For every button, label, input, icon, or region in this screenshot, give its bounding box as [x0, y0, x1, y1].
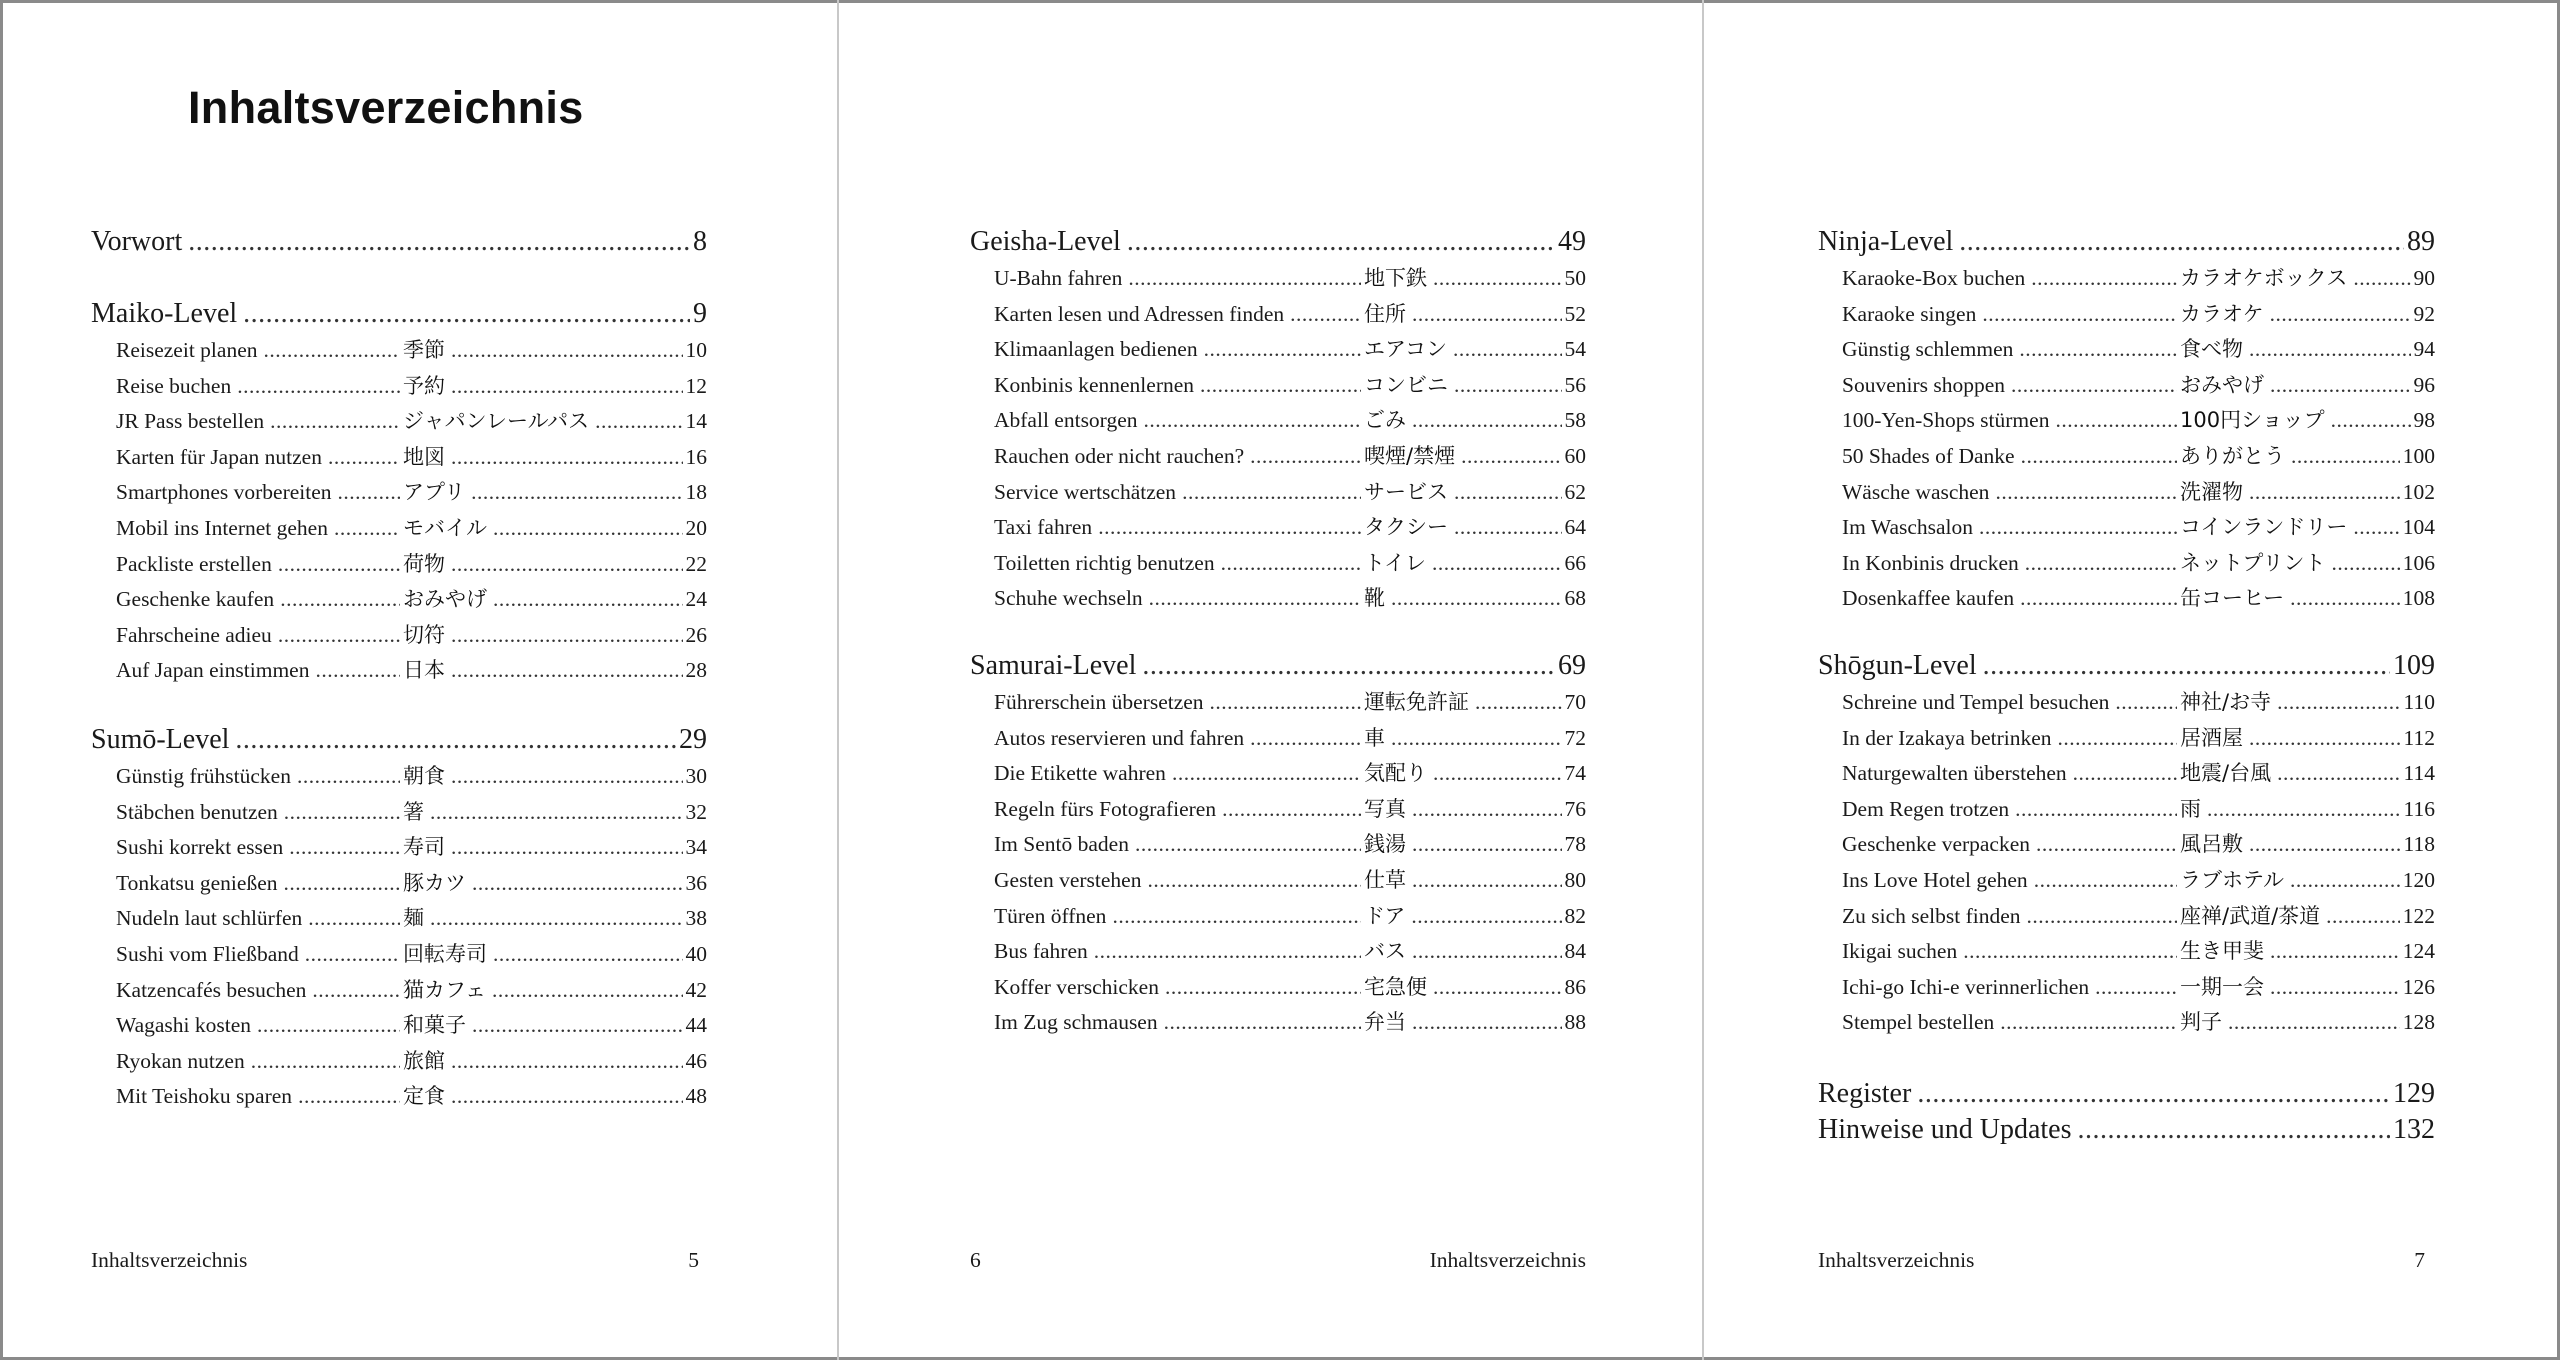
entry-japanese: 箸 — [403, 799, 424, 824]
entry-title: Dosenkaffee kaufen — [1842, 586, 2015, 611]
entry-japanese: 神社/お寺 — [2180, 690, 2272, 714]
toc-entry[interactable] — [1842, 686, 2435, 722]
page-number: 89 — [2407, 226, 2435, 257]
entry-title: Im Sentō baden — [994, 832, 1129, 857]
entry-title: Ins Love Hotel gehen — [1842, 868, 2028, 892]
entry-title: Reise buchen — [116, 373, 232, 398]
entry-title: Tonkatsu genießen — [116, 870, 278, 895]
entry-japanese: 銭湯 — [1364, 832, 1406, 857]
page-number: 94 — [2413, 337, 2435, 362]
dot-leader — [2249, 832, 2401, 857]
page-number: 128 — [2402, 1010, 2435, 1035]
entry-title: Stäbchen benutzen — [116, 799, 278, 824]
entry-japanese: 麺 — [403, 906, 424, 931]
entry-japanese: 朝食 — [403, 764, 445, 788]
page-number: 22 — [685, 551, 707, 576]
entry-japanese: モバイル — [403, 516, 487, 540]
dot-leader — [2331, 408, 2411, 433]
page-number: 126 — [2402, 974, 2435, 999]
entry-title: In der Izakaya betrinken — [1842, 725, 2052, 750]
page-number: 58 — [1564, 408, 1586, 433]
entry-title: Regeln fürs Fotografieren — [994, 796, 1217, 821]
entry-left — [1842, 939, 2180, 964]
entry-title: Reisezeit planen — [116, 338, 258, 362]
page-number: 40 — [685, 942, 707, 966]
entry-japanese: 生き甲斐 — [2180, 939, 2264, 964]
page-number: 90 — [2413, 266, 2435, 290]
page-number: 110 — [2403, 690, 2435, 714]
dot-leader — [2000, 1010, 2177, 1035]
page-number: 36 — [685, 870, 707, 895]
toc-entry[interactable] — [1842, 511, 2435, 547]
dot-leader — [2036, 832, 2177, 857]
entry-japanese: 回転寿司 — [403, 942, 487, 966]
dot-leader — [1979, 515, 2177, 540]
entry-japanese: 季節 — [403, 338, 445, 362]
entry-title: Karaoke-Box buchen — [1842, 266, 2026, 290]
toc-entry[interactable] — [1842, 722, 2435, 758]
entry-title: Wäsche waschen — [1842, 479, 1990, 504]
dot-leader — [1995, 480, 2177, 505]
page-number: 112 — [2403, 725, 2435, 750]
page-number: 104 — [2402, 515, 2435, 540]
entry-japanese: 車 — [1364, 725, 1385, 750]
page-number: 62 — [1564, 479, 1586, 504]
entry-japanese: 住所 — [1364, 301, 1406, 326]
entry-japanese: 居酒屋 — [2180, 725, 2243, 750]
entry-japanese: 食べ物 — [2180, 337, 2243, 362]
page-number: 10 — [685, 338, 707, 362]
section-title: Vorwort — [91, 226, 183, 257]
entry-title: Geschenke kaufen — [116, 587, 275, 612]
dot-leader — [2291, 444, 2400, 469]
page-number: 20 — [685, 516, 707, 540]
entry-title: Karten für Japan nutzen — [116, 444, 322, 469]
entry-title: Karaoke singen — [1842, 301, 1977, 326]
toc-entry[interactable] — [1842, 547, 2435, 583]
section-title: Sumō-Level — [91, 724, 230, 755]
page-number: 29 — [679, 724, 707, 755]
entry-left — [1842, 373, 2180, 398]
entry-japanese: アプリ — [403, 480, 466, 505]
dot-leader — [2249, 337, 2411, 362]
entry-title: Mobil ins Internet gehen — [116, 516, 328, 540]
page-number: 84 — [1564, 939, 1586, 964]
entry-japanese: 地図 — [403, 444, 445, 469]
entry-title: Packliste erstellen — [116, 551, 272, 576]
entry-left — [1842, 868, 2180, 893]
entry-japanese: 雨 — [2180, 796, 2201, 821]
entry-title: Günstig schlemmen — [1842, 337, 2014, 362]
entry-left — [1842, 690, 2180, 715]
page-number: 100 — [2402, 444, 2435, 468]
dot-leader — [1917, 1078, 2390, 1110]
page-number: 129 — [2393, 1078, 2435, 1109]
entry-left — [1842, 797, 2180, 822]
toc-entry[interactable] — [1842, 333, 2435, 369]
page-number: 80 — [1564, 868, 1586, 892]
toc-entry[interactable] — [1842, 369, 2435, 405]
entry-japanese: 写真 — [1364, 796, 1406, 821]
entry-japanese: ラブホテル — [2180, 868, 2284, 892]
dot-leader — [2115, 690, 2177, 715]
toc-entry[interactable] — [1842, 1006, 2435, 1042]
entry-japanese: 運転免許証 — [1364, 690, 1469, 714]
dot-leader — [2027, 904, 2177, 929]
page-number: 34 — [685, 835, 707, 860]
entry-japanese: 100円ショップ — [2180, 408, 2325, 433]
entry-left — [1842, 586, 2180, 611]
dot-leader — [2228, 1010, 2400, 1035]
entry-japanese: 仕草 — [1364, 868, 1406, 892]
dot-leader — [2277, 690, 2400, 715]
entry-title: Abfall entsorgen — [994, 408, 1138, 433]
entry-left — [1842, 975, 2180, 1000]
dot-leader — [2020, 586, 2177, 611]
page-number: 32 — [685, 799, 707, 824]
entry-title: Naturgewalten überstehen — [1842, 761, 2067, 786]
entry-japanese: 判子 — [2180, 1010, 2222, 1035]
section-title: Maiko-Level — [91, 298, 238, 329]
entry-title: Taxi fahren — [994, 515, 1093, 540]
dot-leader — [2021, 444, 2177, 469]
page-number: 114 — [2403, 761, 2435, 786]
page-number: 56 — [1564, 372, 1586, 397]
dot-leader — [2011, 373, 2177, 398]
entry-title: Konbinis kennenlernen — [994, 372, 1195, 397]
entry-title: U-Bahn fahren — [994, 266, 1123, 290]
toc-entry[interactable] — [1842, 793, 2435, 829]
page-number: 92 — [2413, 301, 2435, 326]
entry-japanese: タクシー — [1364, 515, 1448, 540]
page-number: 26 — [685, 622, 707, 647]
entry-left — [1842, 726, 2180, 751]
section-title: Hinweise und Updates — [1818, 1114, 2072, 1145]
page-title: Inhaltsverzeichnis — [188, 82, 584, 133]
entry-japanese: おみやげ — [403, 587, 487, 612]
entry-title: Führerschein übersetzen — [994, 690, 1204, 714]
entry-left — [1842, 515, 2180, 540]
dot-leader — [2095, 975, 2177, 1000]
entry-title: Günstig frühstücken — [116, 764, 291, 788]
dot-leader — [2015, 797, 2177, 822]
toc-section-entry[interactable] — [1818, 226, 2435, 262]
dot-leader — [2031, 266, 2177, 291]
page-number: 16 — [685, 444, 707, 469]
entry-title: Sushi korrekt essen — [116, 835, 284, 860]
entry-japanese: 日本 — [403, 658, 445, 683]
page-number: 68 — [1564, 586, 1586, 611]
page-number: 72 — [1564, 725, 1586, 750]
page-number: 38 — [685, 906, 707, 931]
page-number: 24 — [685, 587, 707, 612]
toc-entry[interactable] — [1842, 262, 2435, 298]
toc-entry[interactable] — [1842, 935, 2435, 971]
entry-title: Gesten verstehen — [994, 868, 1142, 892]
entry-japanese: 荷物 — [403, 551, 445, 576]
entry-title: Smartphones vorbereiten — [116, 480, 332, 505]
entry-left — [1842, 761, 2180, 786]
entry-japanese: 旅館 — [403, 1048, 445, 1073]
page-number: 102 — [2402, 479, 2435, 504]
entry-title: Stempel bestellen — [1842, 1010, 1995, 1035]
section-title: Shōgun-Level — [1818, 650, 1977, 681]
entry-japanese: 宅急便 — [1364, 974, 1427, 999]
page-number: 88 — [1564, 1010, 1586, 1035]
page-number: 6 — [970, 1248, 981, 1272]
entry-japanese: 気配り — [1364, 761, 1427, 786]
entry-title: Dem Regen trotzen — [1842, 796, 2010, 821]
section-title: Register — [1818, 1078, 1912, 1109]
section-title: Geisha-Level — [970, 226, 1121, 257]
entry-title: Bus fahren — [994, 939, 1088, 964]
page-number: 5 — [688, 1248, 699, 1272]
toc-entry[interactable] — [1842, 404, 2435, 440]
dot-leader — [2270, 975, 2400, 1000]
entry-title: Klimaanlagen bedienen — [994, 337, 1198, 362]
page-number: 124 — [2402, 939, 2435, 964]
dot-leader — [2249, 480, 2400, 505]
dot-leader — [2034, 868, 2177, 893]
page-number: 54 — [1564, 337, 1586, 362]
entry-japanese: おみやげ — [2180, 372, 2264, 397]
entry-japanese: 定食 — [403, 1084, 445, 1109]
entry-left — [1842, 832, 2180, 857]
entry-title: Nudeln laut schlürfen — [116, 906, 303, 931]
entry-title: Katzencafés besuchen — [116, 977, 307, 1002]
entry-japanese: 寿司 — [403, 835, 445, 860]
entry-japanese: ありがとう — [2180, 444, 2285, 468]
entry-title: Karten lesen und Adressen finden — [994, 301, 1285, 326]
entry-title: Schreine und Tempel besuchen — [1842, 690, 2110, 714]
toc-section-entry[interactable] — [1818, 1114, 2435, 1150]
dot-leader — [2019, 337, 2177, 362]
entry-left — [1842, 266, 2180, 291]
entry-left — [1842, 551, 2180, 576]
entry-japanese: 地下鉄 — [1364, 266, 1427, 290]
entry-title: Im Zug schmausen — [994, 1010, 1158, 1035]
entry-left — [1842, 302, 2180, 327]
page-number: 60 — [1564, 444, 1586, 468]
page-number: 118 — [2403, 832, 2435, 857]
page-number: 69 — [1558, 650, 1586, 681]
dot-leader — [2073, 761, 2177, 786]
toc-entry[interactable] — [1842, 864, 2435, 900]
toc-section-entry[interactable] — [1818, 1078, 2435, 1114]
entry-japanese: カラオケボックス — [2180, 266, 2348, 290]
dot-leader — [2207, 797, 2401, 822]
page-number: 18 — [685, 480, 707, 505]
dot-leader — [2353, 266, 2410, 291]
dot-leader — [2025, 551, 2177, 576]
toc-entry[interactable] — [1842, 476, 2435, 512]
dot-leader — [2055, 408, 2177, 433]
entry-title: In Konbinis drucken — [1842, 550, 2019, 575]
entry-title: Fahrscheine adieu — [116, 622, 272, 647]
toc-entry[interactable] — [1842, 828, 2435, 864]
page-number: 7 — [2414, 1248, 2425, 1272]
entry-title: Ryokan nutzen — [116, 1048, 245, 1073]
page-number: 14 — [685, 409, 707, 434]
entry-japanese: 弁当 — [1364, 1010, 1406, 1035]
page-number: 78 — [1564, 832, 1586, 857]
entry-left — [1842, 444, 2180, 469]
entry-left — [1842, 408, 2180, 433]
page-number: 48 — [685, 1084, 707, 1109]
entry-japanese: 猫カフェ — [403, 977, 486, 1002]
entry-title: Rauchen oder nicht rauchen? — [994, 444, 1245, 468]
page-number: 76 — [1564, 796, 1586, 821]
dot-leader — [2270, 373, 2411, 398]
entry-japanese: ジャパンレールパス — [403, 409, 590, 434]
entry-title: Schuhe wechseln — [994, 586, 1143, 611]
entry-title: Ichi-go Ichi-e verinnerlichen — [1842, 974, 2090, 999]
page-number: 30 — [685, 764, 707, 788]
dot-leader — [2058, 726, 2177, 751]
page-number: 106 — [2402, 550, 2435, 575]
page-number: 44 — [685, 1013, 707, 1038]
entry-japanese: 地震/台風 — [2180, 761, 2272, 786]
page-number: 8 — [693, 226, 707, 257]
entry-left — [1842, 904, 2180, 929]
entry-japanese: 座禅/武道/茶道 — [2180, 903, 2321, 928]
entry-japanese: カラオケ — [2180, 301, 2264, 326]
dot-leader — [2290, 868, 2400, 893]
toc-entry[interactable] — [1842, 757, 2435, 793]
entry-japanese: 一期一会 — [2180, 974, 2264, 999]
entry-japanese: コインランドリー — [2180, 515, 2348, 540]
entry-japanese: ごみ — [1364, 408, 1406, 433]
page-number: 12 — [685, 373, 707, 398]
footer-label: Inhaltsverzeichnis — [1818, 1248, 1975, 1272]
entry-title: 100-Yen-Shops stürmen — [1842, 408, 2050, 433]
entry-title: Autos reservieren und fahren — [994, 725, 1245, 750]
entry-left — [1842, 337, 2180, 362]
page-number: 70 — [1564, 690, 1586, 714]
dot-leader — [2270, 302, 2411, 327]
page-number: 66 — [1564, 550, 1586, 575]
dot-leader — [2270, 939, 2400, 964]
page-number: 96 — [2413, 372, 2435, 397]
toc-entry[interactable] — [1842, 298, 2435, 334]
entry-title: Auf Japan einstimmen — [116, 658, 310, 683]
entry-title: Türen öffnen — [994, 903, 1107, 928]
entry-japanese: サービス — [1364, 479, 1448, 504]
page-number: 9 — [693, 298, 707, 329]
entry-title: Mit Teishoku sparen — [116, 1084, 293, 1109]
entry-japanese: エアコン — [1364, 337, 1447, 362]
entry-japanese: 喫煙/禁煙 — [1364, 444, 1456, 468]
footer-label: Inhaltsverzeichnis — [1429, 1248, 1586, 1272]
page-number: 74 — [1564, 761, 1586, 786]
entry-japanese: 靴 — [1364, 586, 1385, 611]
page-number: 132 — [2393, 1114, 2435, 1145]
page-number: 50 — [1564, 266, 1586, 290]
dot-leader — [1983, 650, 2390, 682]
entry-left — [1842, 1010, 2180, 1035]
entry-title: Toiletten richtig benutzen — [994, 550, 1215, 575]
entry-title: Sushi vom Fließband — [116, 942, 299, 966]
entry-japanese: 缶コーヒー — [2180, 586, 2285, 611]
entry-japanese: トイレ — [1364, 550, 1426, 575]
dot-leader — [2332, 551, 2400, 576]
entry-title: Im Waschsalon — [1842, 515, 1974, 540]
dot-leader — [2249, 726, 2401, 751]
entry-title: Ikigai suchen — [1842, 939, 1958, 964]
entry-title: 50 Shades of Danke — [1842, 444, 2015, 468]
toc-entry[interactable] — [1842, 900, 2435, 936]
dot-leader — [2277, 761, 2400, 786]
page-number: 64 — [1564, 515, 1586, 540]
entry-title: Wagashi kosten — [116, 1013, 252, 1038]
page-number: 116 — [2403, 796, 2435, 821]
entry-japanese: 豚カツ — [403, 870, 466, 895]
entry-title: Zu sich selbst finden — [1842, 903, 2021, 928]
entry-japanese: 予約 — [403, 373, 445, 398]
dot-leader — [2078, 1114, 2390, 1146]
footer-label: Inhaltsverzeichnis — [91, 1248, 248, 1272]
toc-entry[interactable] — [1842, 440, 2435, 476]
page-number: 122 — [2402, 903, 2435, 928]
dot-leader — [1963, 939, 2177, 964]
page-number: 86 — [1564, 974, 1586, 999]
toc-section-entry[interactable] — [1818, 650, 2435, 686]
page-number: 82 — [1564, 903, 1586, 928]
entry-japanese: ネットプリント — [2180, 550, 2326, 575]
page-number: 108 — [2402, 586, 2435, 611]
entry-japanese: 切符 — [403, 622, 445, 647]
entry-japanese: コンビニ — [1364, 372, 1448, 397]
dot-leader — [2290, 586, 2400, 611]
entry-japanese: 風呂敷 — [2180, 832, 2243, 857]
entry-japanese: 洗濯物 — [2180, 479, 2243, 504]
page-number: 120 — [2402, 868, 2435, 892]
section-title: Ninja-Level — [1818, 226, 1954, 257]
dot-leader — [2353, 515, 2399, 540]
entry-title: Service wertschätzen — [994, 479, 1177, 504]
entry-japanese: バス — [1364, 939, 1406, 964]
entry-title: JR Pass bestellen — [116, 409, 265, 434]
toc-entry[interactable] — [1842, 582, 2435, 618]
entry-title: Koffer verschicken — [994, 974, 1159, 999]
entry-left — [1842, 480, 2180, 505]
dot-leader — [1959, 226, 2404, 258]
page-number: 28 — [685, 658, 707, 683]
page-number: 42 — [685, 977, 707, 1002]
page-number: 49 — [1558, 226, 1586, 257]
entry-title: Geschenke verpacken — [1842, 832, 2031, 857]
page-number: 46 — [685, 1048, 707, 1073]
toc-entry[interactable] — [1842, 971, 2435, 1007]
entry-title: Die Etikette wahren — [994, 761, 1166, 786]
entry-japanese: 和菓子 — [403, 1013, 466, 1038]
page-number: 52 — [1564, 301, 1586, 326]
entry-title: Souvenirs shoppen — [1842, 372, 2006, 397]
dot-leader — [2326, 904, 2400, 929]
section-title: Samurai-Level — [970, 650, 1137, 681]
page-number: 109 — [2393, 650, 2435, 681]
dot-leader — [1982, 302, 2177, 327]
entry-japanese: ドア — [1364, 903, 1406, 928]
page-number: 98 — [2413, 408, 2435, 433]
